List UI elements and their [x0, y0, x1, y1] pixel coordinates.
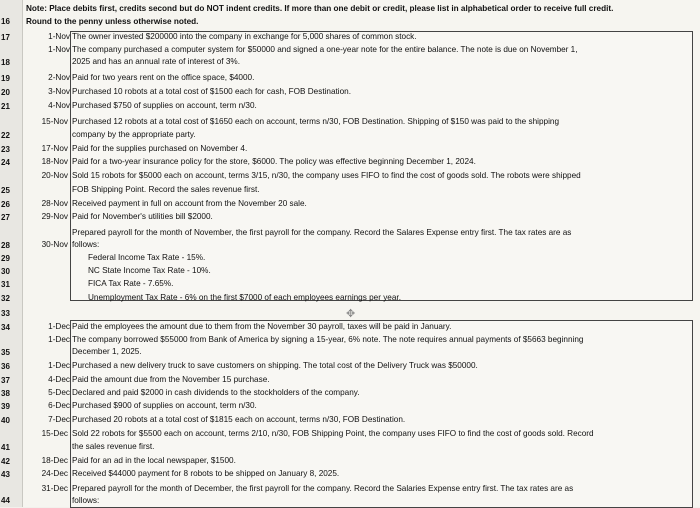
row-number: 41 [1, 443, 10, 452]
row-number: 32 [1, 294, 10, 303]
entry-description: NC State Income Tax Rate - 10%. [88, 266, 211, 275]
entry-description: Paid for a two-year insurance policy for the store, $6000. The policy was effective beginning December 1, 2024. [72, 157, 476, 166]
row-number: 24 [1, 158, 10, 167]
row-number: 20 [1, 88, 10, 97]
entry-date: 24-Dec [41, 469, 68, 478]
row-number: 18 [1, 58, 10, 67]
row-number: 40 [1, 416, 10, 425]
entry-description: The owner invested $200000 into the company in exchange for 5,000 shares of common stock. [72, 32, 417, 41]
entry-date: 1-Nov [48, 45, 70, 54]
entry-date: 31-Dec [41, 484, 68, 493]
entry-date: 1-Dec [48, 361, 70, 370]
entry-description: Paid for the supplies purchased on November 4. [72, 144, 248, 153]
entry-date: 30-Nov [41, 240, 68, 249]
row-number: 33 [1, 309, 10, 318]
entry-date: 3-Nov [48, 87, 70, 96]
entry-description: FICA Tax Rate - 7.65%. [88, 279, 174, 288]
entry-date: 1-Dec [48, 335, 70, 344]
row-number: 16 [1, 17, 10, 26]
entry-description: Prepared payroll for the month of November, the first payroll for the company. Record the Salares Expense entry first. The tax rates are as [72, 228, 572, 237]
entry-date: 29-Nov [41, 212, 68, 221]
entry-description: company by the appropriate party. [72, 130, 196, 139]
entry-date: 15-Nov [41, 117, 68, 126]
entry-description: Sold 15 robots for $5000 each on account, terms 3/15, n/30, the company uses FIFO to find the cost of goods sold. The robots were shipped [72, 171, 581, 180]
entry-description: Sold 22 robots for $5500 each on account, terms 2/10, n/30, FOB Shipping Point, the company uses FIFO to find the cost of goods sold. Record [72, 429, 594, 438]
row-number: 31 [1, 280, 10, 289]
entry-description: Unemployment Tax Rate - 6% on the first $7000 of each employees earnings per year. [88, 293, 401, 302]
entry-description: Purchased 12 robots at a total cost of $1650 each on account, terms n/30, FOB Destination. Shipping of $150 was paid to the shipping [72, 117, 560, 126]
row-number: 29 [1, 254, 10, 263]
entry-date: 2-Nov [48, 73, 70, 82]
note-line-2: Round to the penny unless otherwise noted. [26, 17, 199, 26]
entry-date: 1-Nov [48, 32, 70, 41]
row-number: 42 [1, 457, 10, 466]
row-number: 43 [1, 470, 10, 479]
entry-description: FOB Shipping Point. Record the sales revenue first. [72, 185, 260, 194]
entry-description: Purchased a new delivery truck to save customers on shipping. The total cost of the Delivery Truck was $50000. [72, 361, 478, 370]
entry-description: follows: [72, 240, 100, 249]
entry-description: the sales revenue first. [72, 442, 155, 451]
row-number: 35 [1, 348, 10, 357]
row-number: 25 [1, 186, 10, 195]
row-number: 39 [1, 402, 10, 411]
row-number: 22 [1, 131, 10, 140]
entry-date: 15-Dec [41, 429, 68, 438]
row-number: 28 [1, 241, 10, 250]
row-number: 37 [1, 376, 10, 385]
row-number: 23 [1, 145, 10, 154]
row-number: 17 [1, 33, 10, 42]
entry-description: Purchased 10 robots at a total cost of $1500 each for cash, FOB Destination. [72, 87, 351, 96]
row-number: 26 [1, 200, 10, 209]
entry-date: 28-Nov [41, 199, 68, 208]
entry-description: Declared and paid $2000 in cash dividends to the stockholders of the company. [72, 388, 360, 397]
row-number: 34 [1, 323, 10, 332]
entry-description: December 1, 2025. [72, 347, 142, 356]
row-number: 19 [1, 74, 10, 83]
row-number: 27 [1, 213, 10, 222]
entry-description: follows: [72, 496, 100, 505]
move-cursor-icon: ✥ [346, 308, 356, 320]
entry-date: 4-Dec [48, 375, 70, 384]
entry-description: Purchased 20 robots at a total cost of $1815 each on account, terms n/30, FOB Destination. [72, 415, 406, 424]
entry-date: 7-Dec [48, 415, 70, 424]
entry-description: 2025 and has an annual rate of interest of 3%. [72, 57, 240, 66]
row-number: 36 [1, 362, 10, 371]
entry-description: Paid the amount due from the November 15 purchase. [72, 375, 270, 384]
entry-description: Paid for November's utilities bill $2000. [72, 212, 213, 221]
entry-date: 17-Nov [41, 144, 68, 153]
entry-date: 20-Nov [41, 171, 68, 180]
entry-description: Paid the employees the amount due to them from the November 30 payroll, taxes will be paid in January. [72, 322, 452, 331]
entry-description: Purchased $750 of supplies on account, term n/30. [72, 101, 257, 110]
note-line-1: Note: Place debits first, credits second but do NOT indent credits. If more than one debit or credit, please list in alphabetical order to receive full credit. [26, 4, 614, 13]
entry-date: 4-Nov [48, 101, 70, 110]
entry-description: Prepared payroll for the month of December, the first payroll for the company. Record the Salaries Expense entry first. The tax rates are as [72, 484, 574, 493]
row-number: 30 [1, 267, 10, 276]
entry-date: 18-Nov [41, 157, 68, 166]
entry-date: 6-Dec [48, 401, 70, 410]
entry-description: Paid for an ad in the local newspaper, $1500. [72, 456, 236, 465]
entry-date: 1-Dec [48, 322, 70, 331]
row-number: 44 [1, 496, 10, 505]
row-number: 21 [1, 102, 10, 111]
entry-description: The company borrowed $55000 from Bank of America by signing a 15-year, 6% note. The note requires annual payments of $5663 beginning [72, 335, 584, 344]
entry-description: Purchased $900 of supplies on account, term n/30. [72, 401, 257, 410]
entry-description: Received payment in full on account from the November 20 sale. [72, 199, 307, 208]
entry-description: Received $44000 payment for 8 robots to be shipped on January 8, 2025. [72, 469, 340, 478]
row-number: 38 [1, 389, 10, 398]
entry-description: Federal Income Tax Rate - 15%. [88, 253, 206, 262]
entry-description: Paid for two years rent on the office space, $4000. [72, 73, 255, 82]
entry-date: 18-Dec [41, 456, 68, 465]
entry-date: 5-Dec [48, 388, 70, 397]
entry-description: The company purchased a computer system for $50000 and signed a one-year note for the entire balance. The note is due on November 1, [72, 45, 578, 54]
